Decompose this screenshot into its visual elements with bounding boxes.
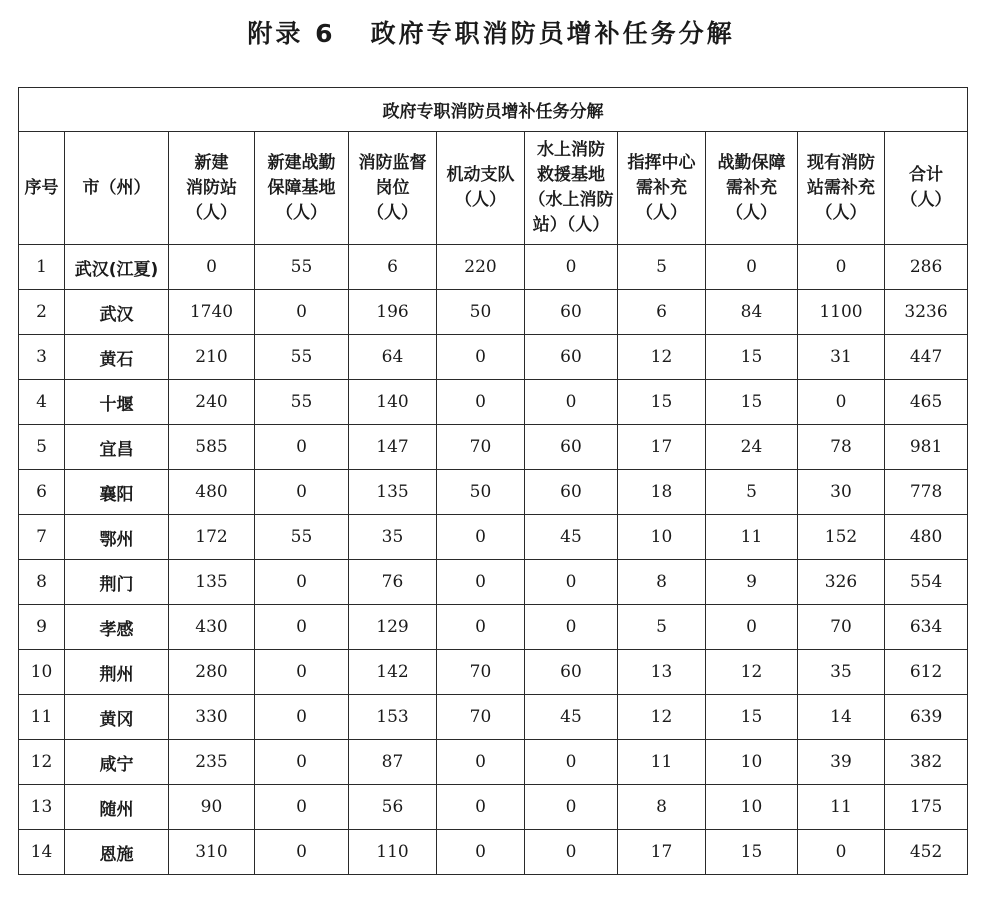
value-cell: 55	[255, 335, 349, 380]
column-header: 战勤保障 需补充 （人）	[706, 132, 798, 245]
value-cell: 0	[525, 245, 618, 290]
value-cell: 15	[706, 695, 798, 740]
value-cell: 0	[255, 740, 349, 785]
value-cell: 0	[525, 605, 618, 650]
value-cell: 172	[169, 515, 255, 560]
value-cell: 56	[349, 785, 437, 830]
table-row	[19, 695, 968, 740]
value-cell: 30	[798, 470, 885, 515]
value-cell: 465	[885, 380, 968, 425]
value-cell: 0	[525, 560, 618, 605]
value-cell: 15	[706, 830, 798, 875]
value-cell: 1740	[169, 290, 255, 335]
value-cell: 15	[618, 380, 706, 425]
column-header: 指挥中心 需补充 （人）	[618, 132, 706, 245]
value-cell: 39	[798, 740, 885, 785]
value-cell: 76	[349, 560, 437, 605]
value-cell: 152	[798, 515, 885, 560]
column-header: 现有消防 站需补充 （人）	[798, 132, 885, 245]
value-cell: 24	[706, 425, 798, 470]
value-cell: 147	[349, 425, 437, 470]
table-row	[19, 335, 968, 380]
value-cell: 60	[525, 470, 618, 515]
value-cell: 0	[255, 605, 349, 650]
value-cell: 60	[525, 290, 618, 335]
value-cell: 129	[349, 605, 437, 650]
value-cell: 60	[525, 335, 618, 380]
city-cell: 孝感	[65, 605, 169, 650]
value-cell: 153	[349, 695, 437, 740]
table-row	[19, 785, 968, 830]
value-cell: 15	[706, 380, 798, 425]
value-cell: 10	[706, 785, 798, 830]
row-index-cell: 8	[19, 560, 65, 605]
value-cell: 84	[706, 290, 798, 335]
value-cell: 447	[885, 335, 968, 380]
city-cell: 宜昌	[65, 425, 169, 470]
value-cell: 12	[618, 695, 706, 740]
value-cell: 0	[255, 650, 349, 695]
value-cell: 452	[885, 830, 968, 875]
value-cell: 280	[169, 650, 255, 695]
value-cell: 0	[798, 245, 885, 290]
value-cell: 64	[349, 335, 437, 380]
value-cell: 5	[618, 245, 706, 290]
value-cell: 196	[349, 290, 437, 335]
value-cell: 0	[255, 560, 349, 605]
value-cell: 5	[706, 470, 798, 515]
value-cell: 14	[798, 695, 885, 740]
city-cell: 荆州	[65, 650, 169, 695]
row-index-cell: 11	[19, 695, 65, 740]
city-cell: 襄阳	[65, 470, 169, 515]
column-header: 消防监督 岗位 （人）	[349, 132, 437, 245]
value-cell: 87	[349, 740, 437, 785]
value-cell: 240	[169, 380, 255, 425]
column-header: 合计 （人）	[885, 132, 968, 245]
value-cell: 0	[255, 425, 349, 470]
value-cell: 45	[525, 695, 618, 740]
table-row	[19, 605, 968, 650]
value-cell: 0	[437, 515, 525, 560]
table-row	[19, 560, 968, 605]
value-cell: 0	[525, 785, 618, 830]
value-cell: 330	[169, 695, 255, 740]
value-cell: 17	[618, 425, 706, 470]
value-cell: 55	[255, 380, 349, 425]
city-cell: 咸宁	[65, 740, 169, 785]
value-cell: 8	[618, 560, 706, 605]
value-cell: 6	[349, 245, 437, 290]
value-cell: 0	[525, 830, 618, 875]
value-cell: 10	[706, 740, 798, 785]
value-cell: 0	[525, 740, 618, 785]
value-cell: 981	[885, 425, 968, 470]
row-index-cell: 9	[19, 605, 65, 650]
value-cell: 50	[437, 470, 525, 515]
city-cell: 恩施	[65, 830, 169, 875]
value-cell: 0	[437, 830, 525, 875]
value-cell: 0	[255, 785, 349, 830]
value-cell: 0	[437, 605, 525, 650]
value-cell: 585	[169, 425, 255, 470]
value-cell: 10	[618, 515, 706, 560]
value-cell: 0	[437, 560, 525, 605]
value-cell: 60	[525, 650, 618, 695]
value-cell: 11	[706, 515, 798, 560]
value-cell: 1100	[798, 290, 885, 335]
city-cell: 武汉	[65, 290, 169, 335]
column-header: 新建战勤 保障基地 （人）	[255, 132, 349, 245]
table-row	[19, 830, 968, 875]
city-cell: 黄冈	[65, 695, 169, 740]
value-cell: 78	[798, 425, 885, 470]
value-cell: 0	[437, 380, 525, 425]
value-cell: 60	[525, 425, 618, 470]
column-header: 序号	[19, 132, 65, 245]
city-cell: 黄石	[65, 335, 169, 380]
value-cell: 3236	[885, 290, 968, 335]
value-cell: 70	[798, 605, 885, 650]
city-cell: 十堰	[65, 380, 169, 425]
table-row	[19, 515, 968, 560]
value-cell: 286	[885, 245, 968, 290]
value-cell: 18	[618, 470, 706, 515]
row-index-cell: 14	[19, 830, 65, 875]
page-title: 附录 6 政府专职消防员增补任务分解	[247, 19, 735, 48]
row-index-cell: 2	[19, 290, 65, 335]
value-cell: 639	[885, 695, 968, 740]
value-cell: 50	[437, 290, 525, 335]
value-cell: 9	[706, 560, 798, 605]
value-cell: 0	[706, 605, 798, 650]
row-index-cell: 4	[19, 380, 65, 425]
value-cell: 220	[437, 245, 525, 290]
value-cell: 70	[437, 425, 525, 470]
value-cell: 612	[885, 650, 968, 695]
value-cell: 235	[169, 740, 255, 785]
value-cell: 0	[798, 380, 885, 425]
value-cell: 310	[169, 830, 255, 875]
value-cell: 0	[706, 245, 798, 290]
city-cell: 武汉(江夏)	[65, 245, 169, 290]
table-row	[19, 470, 968, 515]
value-cell: 480	[169, 470, 255, 515]
column-header: 机动支队 （人）	[437, 132, 525, 245]
value-cell: 12	[706, 650, 798, 695]
row-index-cell: 3	[19, 335, 65, 380]
value-cell: 15	[706, 335, 798, 380]
value-cell: 12	[618, 335, 706, 380]
value-cell: 70	[437, 650, 525, 695]
row-index-cell: 5	[19, 425, 65, 470]
value-cell: 142	[349, 650, 437, 695]
value-cell: 554	[885, 560, 968, 605]
table-row	[19, 425, 968, 470]
row-index-cell: 13	[19, 785, 65, 830]
value-cell: 135	[169, 560, 255, 605]
value-cell: 140	[349, 380, 437, 425]
city-cell: 荆门	[65, 560, 169, 605]
value-cell: 0	[255, 830, 349, 875]
value-cell: 8	[618, 785, 706, 830]
row-index-cell: 10	[19, 650, 65, 695]
value-cell: 0	[437, 335, 525, 380]
value-cell: 0	[525, 380, 618, 425]
city-cell: 鄂州	[65, 515, 169, 560]
value-cell: 634	[885, 605, 968, 650]
value-cell: 70	[437, 695, 525, 740]
table-row	[19, 650, 968, 695]
column-header: 水上消防 救援基地 （水上消防 站）（人）	[525, 132, 618, 245]
table-row	[19, 380, 968, 425]
value-cell: 326	[798, 560, 885, 605]
task-table	[18, 87, 968, 875]
column-header: 市（州）	[65, 132, 169, 245]
row-index-cell: 1	[19, 245, 65, 290]
value-cell: 13	[618, 650, 706, 695]
table-row	[19, 290, 968, 335]
value-cell: 0	[437, 740, 525, 785]
value-cell: 6	[618, 290, 706, 335]
row-index-cell: 12	[19, 740, 65, 785]
value-cell: 35	[349, 515, 437, 560]
row-index-cell: 7	[19, 515, 65, 560]
value-cell: 0	[255, 695, 349, 740]
value-cell: 90	[169, 785, 255, 830]
value-cell: 0	[255, 290, 349, 335]
table-row	[19, 740, 968, 785]
value-cell: 778	[885, 470, 968, 515]
value-cell: 0	[437, 785, 525, 830]
table-caption: 政府专职消防员增补任务分解	[19, 88, 968, 132]
value-cell: 0	[255, 470, 349, 515]
value-cell: 0	[169, 245, 255, 290]
value-cell: 175	[885, 785, 968, 830]
value-cell: 210	[169, 335, 255, 380]
value-cell: 135	[349, 470, 437, 515]
value-cell: 35	[798, 650, 885, 695]
value-cell: 0	[798, 830, 885, 875]
row-index-cell: 6	[19, 470, 65, 515]
value-cell: 11	[798, 785, 885, 830]
value-cell: 382	[885, 740, 968, 785]
value-cell: 110	[349, 830, 437, 875]
value-cell: 45	[525, 515, 618, 560]
table-row	[19, 245, 968, 290]
value-cell: 55	[255, 515, 349, 560]
value-cell: 31	[798, 335, 885, 380]
value-cell: 430	[169, 605, 255, 650]
value-cell: 11	[618, 740, 706, 785]
value-cell: 17	[618, 830, 706, 875]
value-cell: 5	[618, 605, 706, 650]
city-cell: 随州	[65, 785, 169, 830]
value-cell: 55	[255, 245, 349, 290]
column-header: 新建 消防站 （人）	[169, 132, 255, 245]
value-cell: 480	[885, 515, 968, 560]
